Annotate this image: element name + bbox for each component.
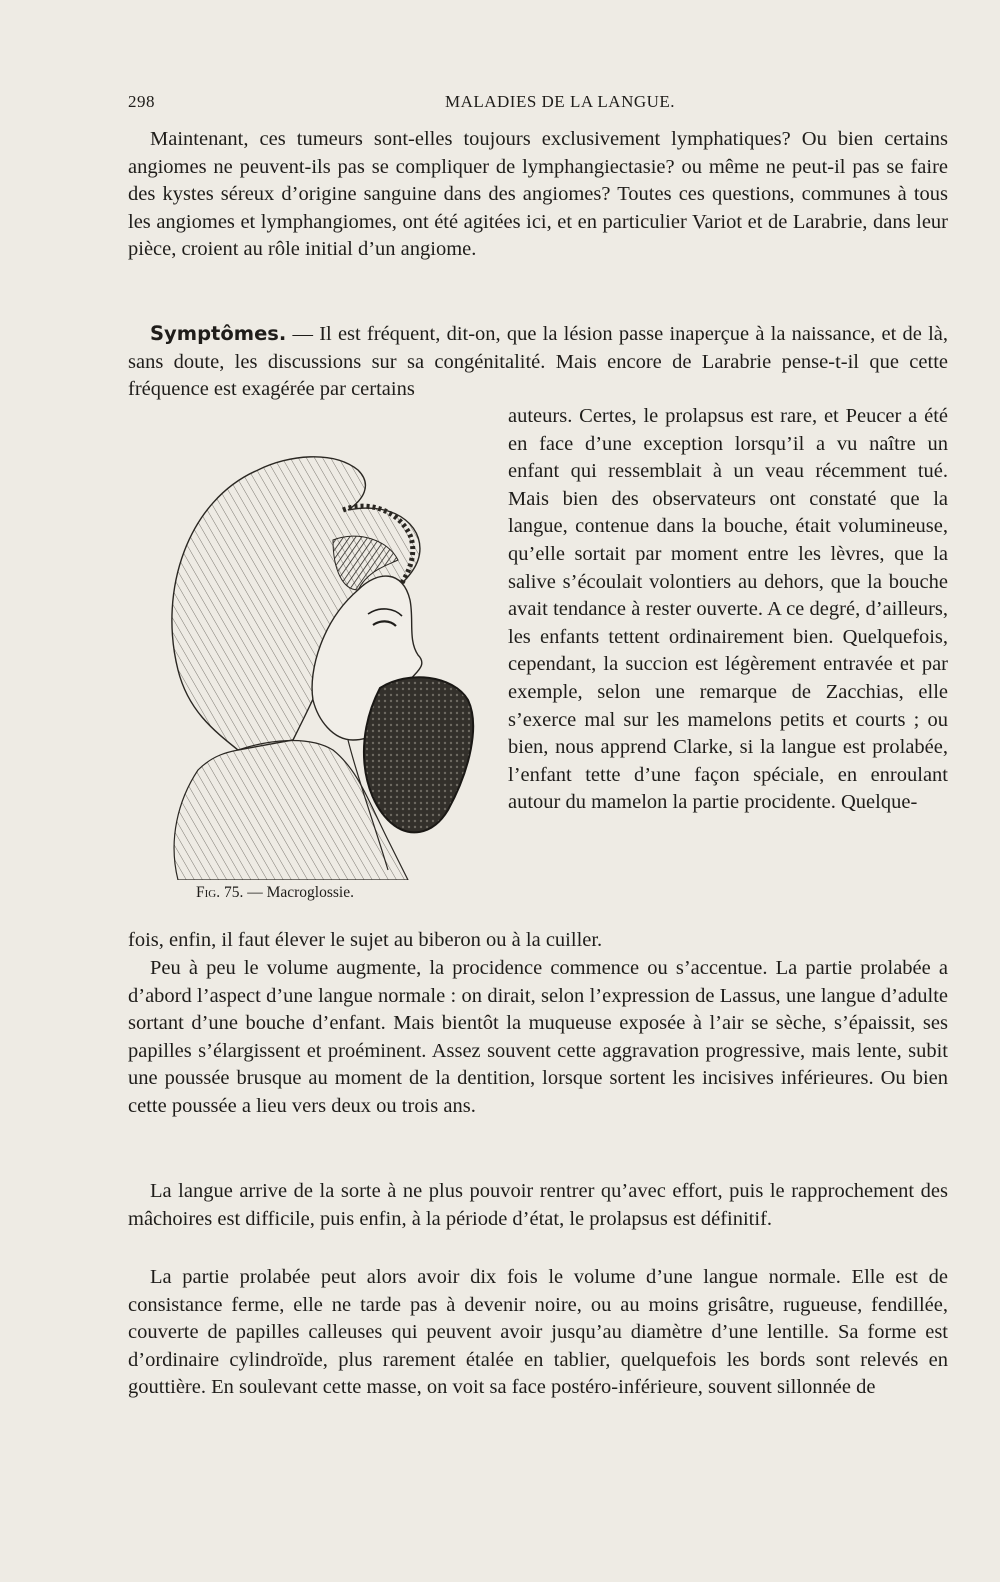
figure-caption (196, 884, 496, 902)
paragraph-tumeurs: Maintenant, ces tumeurs sont-elles toujours exclusivement lymphatiques? Ou bien certains angiomes ne peuvent-ils pas se compliquer de lymphangiectasie? ou même ne peut-il pas se faire des kystes séreux d’origine sanguine dans des angiomes? Toutes ces questions, communes à tous les angiomes et lymphangiomes, ont été agitées ici, et en particulier Variot et de Larabrie, dans leur pièce, croient au rôle initial d’un angiome. (128, 128, 948, 261)
engraving-illustration (118, 440, 498, 880)
protruding-tongue (364, 677, 473, 832)
paragraph-symptomes-column: auteurs. Certes, le prolapsus est rare, et Peucer a été en face d’une exception lorsqu’il a vu naître un enfant qui ressemblait à un veau récemment tué. Mais bien des observateurs ont constaté que la langue, contenue dans la bouche, était volumineuse, qu’elle sortait par moment entre les lèvres, que la salive s’écoulait volontiers au dehors, que la bouche avait tendance à rester ouverte. A ce degré, d’ailleurs, les enfants tettent ordinairement bien. Quelquefois, cependant, la succion est légèrement entravée et par exemple, selon une remarque de Zacchias, elle s’exerce mal sur les mamelons petits et courts ; ou bien, nous apprend Clarke, si la langue est prolabée, l’enfant tette d’une façon spéciale, en enroulant autour du mamelon la partie procidente. Quelque- (508, 405, 948, 814)
figure-caption-text: — Macroglossie. (247, 884, 354, 901)
paragraph-volume: Peu à peu le volume augmente, la procidence commence ou s’accentue. La partie prolabée a d’abord l’aspect d’une langue normale : on dirait, selon l’expression de Lassus, une langue d’adulte sortant d’une bouche d’enfant. Mais bientôt la muqueuse exposée à l’air se sèche, s’épaissit, ses papilles s’élargissent et proéminent. Assez souvent cette aggravation progressive, mais lente, subit une poussée brusque au moment de la dentition, lorsque sortent les incisives inférieures. Ou bien cette poussée a lieu vers deux ou trois ans. (128, 957, 948, 1117)
running-head (128, 92, 948, 120)
paragraph-prolapsus: La langue arrive de la sorte à ne plus pouvoir rentrer qu’avec effort, puis le rapprochement des mâchoires est difficile, puis enfin, à la période d’état, le prolapsus est définitif. (128, 1180, 948, 1230)
figure-label: Fig. 75. (196, 884, 244, 901)
paragraph-partie-prolabee: La partie prolabée peut alors avoir dix fois le volume d’une langue normale. Elle est de consistance ferme, elle ne tarde pas à devenir noire, ou au moins grisâtre, rugueuse, fendillée, couverte de papilles calleuses qui peuvent avoir jusqu’au diamètre d’une lentille. Sa forme est d’ordinaire cylindroïde, plus rarement étalée en tablier, quelquefois les bords sont relevés en gouttière. En soulevant cette masse, on voit sa face postéro-inférieure, souvent sillonnée de (128, 1266, 948, 1399)
section-heading-symptomes: Symptômes. (150, 322, 287, 345)
figure-macroglossia-engraving (118, 440, 498, 880)
paragraph-symptomes-end: fois, enfin, il faut élever le sujet au biberon ou à la cuiller. (128, 929, 603, 951)
paragraph-symptomes-start: — Il est fréquent, dit-on, que la lésion passe inaperçue à la naissance, et de là, sans doute, les discussions sur sa congénitalité. Mais encore de Larabrie pense-t-il que cette fréquence est exagérée par certains (128, 323, 948, 401)
running-title: MALADIES DE LA LANGUE. (444, 92, 676, 111)
page-number: 298 (128, 92, 155, 111)
paragraph-symptomes (128, 320, 948, 404)
